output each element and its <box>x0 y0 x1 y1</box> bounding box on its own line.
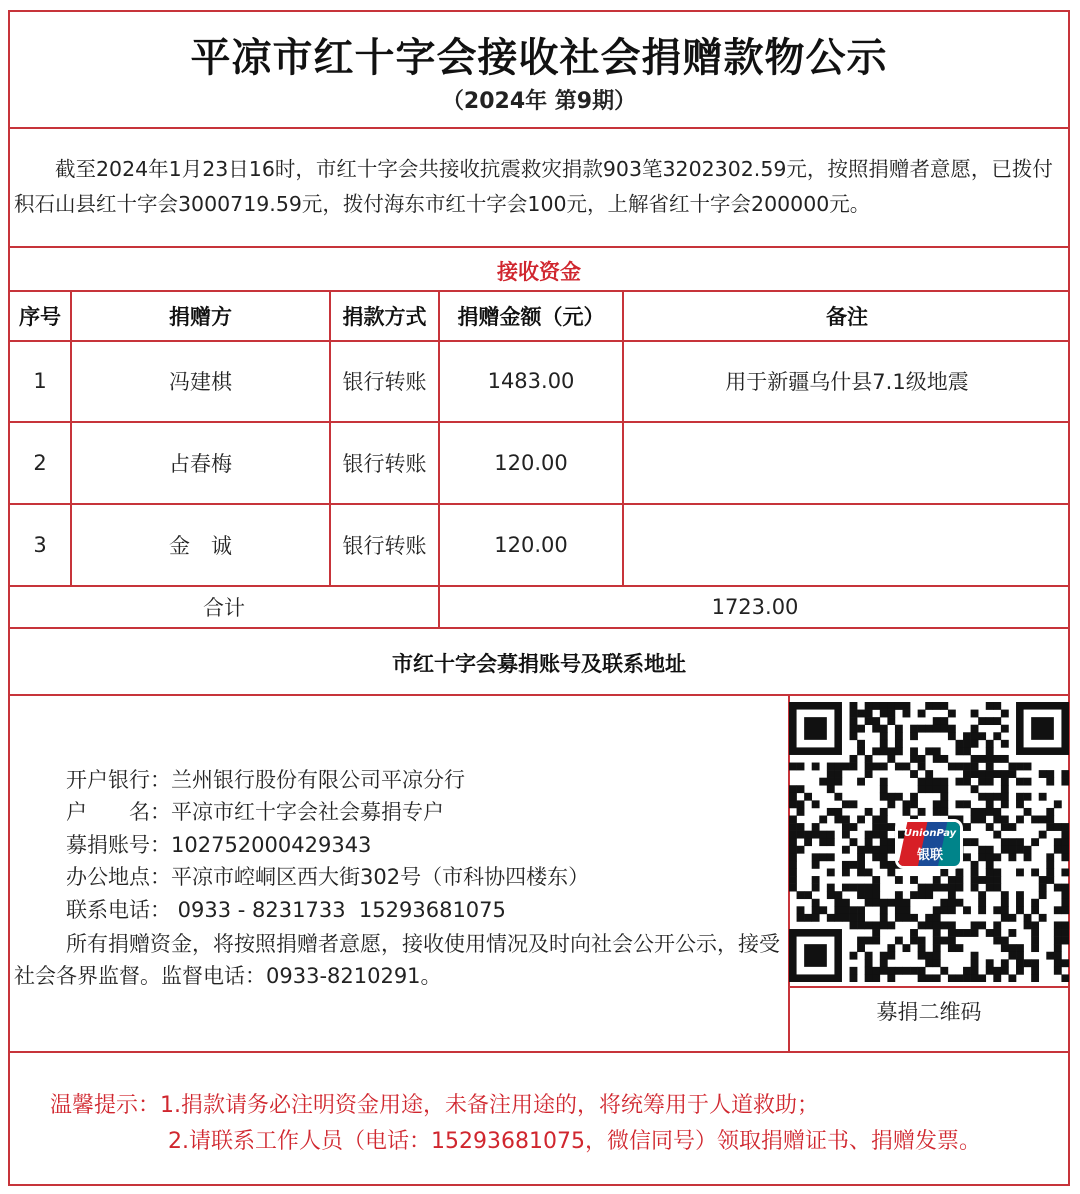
tip-line-2: 2.请联系工作人员（电话：15293681075，微信同号）领取捐赠证书、捐赠发票。 <box>168 1129 981 1154</box>
row-1-remark: 用于新疆乌什县7.1级地震 <box>725 370 969 394</box>
bank-name-line: 开户银行：兰州银行股份有限公司平凉分行 <box>66 768 465 792</box>
tip-line-1: 温馨提示：1.捐款请务必注明资金用途，未备注用途的，将统筹用于人道救助； <box>50 1093 819 1118</box>
row-3-amount: 120.00 <box>494 533 568 557</box>
total-value: 1723.00 <box>711 595 799 619</box>
row-2-amount: 120.00 <box>494 451 568 475</box>
unionpay-logo: UnionPay 银联 <box>898 822 960 866</box>
row-1-donor: 冯建棋 <box>169 370 232 394</box>
row-1-amount: 1483.00 <box>487 369 575 393</box>
contact-section-title: 市红十字会募捐账号及联系地址 <box>392 652 686 676</box>
account-name-line: 户 名：平凉市红十字会社会募捐专户 <box>66 800 444 824</box>
row-1-seq: 1 <box>33 369 47 393</box>
account-number-line: 募捐账号：102752000429343 <box>66 833 372 857</box>
qr-caption: 募捐二维码 <box>876 1000 982 1024</box>
row-3-donor: 金 诚 <box>169 534 232 558</box>
row-2-donor: 占春梅 <box>169 452 232 476</box>
header-seq: 序号 <box>19 305 61 329</box>
row-3-method: 银行转账 <box>342 534 427 558</box>
funds-section-title: 接收资金 <box>497 260 581 284</box>
supervision-notice: 所有捐赠资金，将按照捐赠者意愿，接收使用情况及时向社会公开公示，接受社会各界监督。监督电话：0933-8210291。 <box>14 932 780 988</box>
row-3-remark <box>624 505 1070 585</box>
header-method: 捐款方式 <box>342 305 427 329</box>
total-label: 合计 <box>203 596 245 620</box>
summary-paragraph: 截至2024年1月23日16时，市红十字会共接收抗震救灾捐款903笔3202302.59元，按照捐赠者意愿，已拨付积石山县红十字会3000719.59元，拨付海东市红十字会100元，上解省红十字会200000元。 <box>14 157 1053 216</box>
header-amount: 捐赠金额（元） <box>457 305 605 329</box>
issue-number: （2024年 第9期） <box>441 89 637 114</box>
row-2-remark <box>624 423 1070 503</box>
office-address-line: 办公地点：平凉市崆峒区西大街302号（市科协四楼东） <box>66 865 590 889</box>
divider <box>8 127 1070 129</box>
page-title: 平凉市红十字会接收社会捐赠款物公示 <box>190 35 888 81</box>
row-2-seq: 2 <box>33 451 47 475</box>
header-remark: 备注 <box>826 305 868 329</box>
divider <box>789 986 1070 988</box>
phone-line: 联系电话： 0933 - 8231733 15293681075 <box>66 898 506 922</box>
row-1-method: 银行转账 <box>342 370 427 394</box>
divider <box>8 694 1070 696</box>
divider <box>8 246 1070 248</box>
header-donor: 捐赠方 <box>169 305 232 329</box>
divider <box>8 1051 1070 1053</box>
row-2-method: 银行转账 <box>342 452 427 476</box>
divider <box>8 627 1070 629</box>
row-3-seq: 3 <box>33 533 47 557</box>
